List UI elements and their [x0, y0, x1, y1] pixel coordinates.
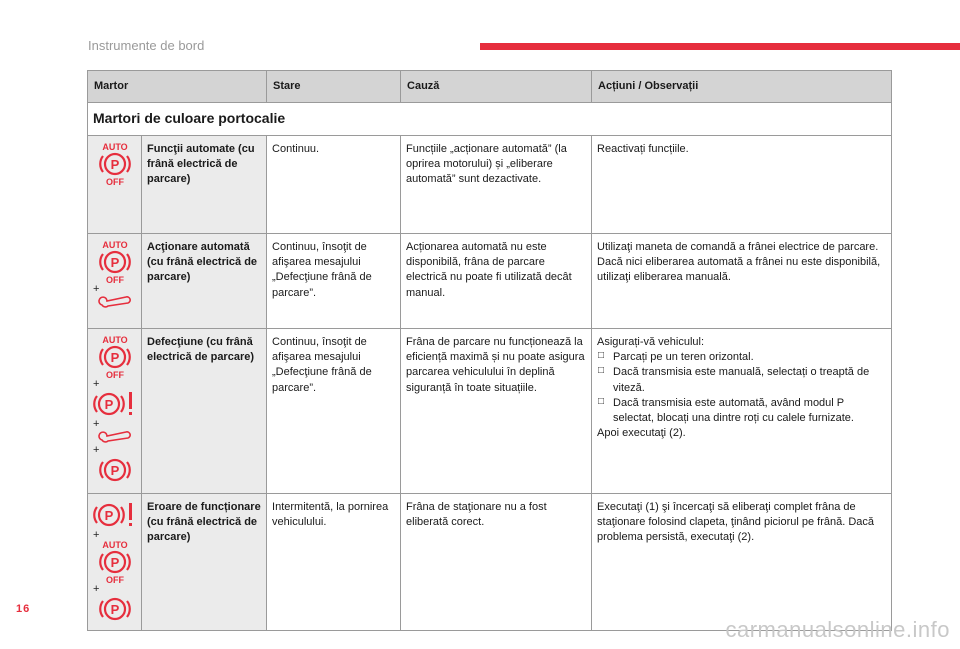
- wrench-icon: [98, 294, 132, 310]
- plus-sign: +: [93, 378, 100, 390]
- plus-sign: +: [93, 529, 100, 541]
- plus-sign: +: [93, 583, 100, 595]
- auto-off-p-icon: [95, 240, 135, 284]
- table-row: [88, 136, 892, 234]
- svg-text:OFF: OFF: [105, 370, 124, 379]
- row-name: Acţionare automată (cu frână electrică de parcare): [142, 234, 267, 329]
- table-row: [88, 234, 892, 329]
- row-actiuni: [592, 329, 892, 494]
- row-name: Eroare de funcționare (cu frână electrică de parcare): [142, 494, 267, 631]
- row-actiuni: Reactivați funcțiile.: [592, 136, 892, 234]
- col-header-martor: Martor: [88, 71, 267, 103]
- row-cauza: Acționarea automată nu este disponibilă, frâna de parcare electrică nu poate fi utilizată decât manual.: [401, 234, 592, 329]
- header-accent-bar: [480, 43, 960, 50]
- table-row: [88, 494, 892, 631]
- row-stare: Continuu, însoţit de afişarea mesajului „Defecţiune frână de parcare”.: [267, 329, 401, 494]
- icon-cell: [88, 234, 142, 329]
- actiuni-outro: Apoi executaţi (2).: [597, 427, 686, 440]
- svg-text:OFF: OFF: [105, 177, 124, 186]
- p-exclamation-icon: [93, 500, 137, 530]
- p-exclamation-icon: [93, 389, 137, 419]
- row-cauza: Frâna de staţionare nu a fost eliberată corect.: [401, 494, 592, 631]
- actiuni-list: [597, 350, 886, 426]
- p-circle-icon: [95, 455, 135, 485]
- icon-cell: [88, 329, 142, 494]
- auto-off-p-icon: [95, 335, 135, 379]
- svg-text:P: P: [110, 350, 119, 365]
- row-actiuni: Executaţi (1) şi încercaţi să eliberaţi complet frâna de staţionare folosind clapeta, ţinând piciorul pe frână. Dacă problema persistă, executaţi (2).: [592, 494, 892, 631]
- row-stare: Continuu, însoţit de afişarea mesajului „Defecţiune frână de parcare”.: [267, 234, 401, 329]
- svg-text:OFF: OFF: [105, 575, 124, 584]
- svg-text:P: P: [110, 255, 119, 270]
- svg-text:AUTO: AUTO: [101, 540, 128, 550]
- svg-text:OFF: OFF: [105, 275, 124, 284]
- svg-text:AUTO: AUTO: [101, 240, 128, 250]
- svg-text:AUTO: AUTO: [101, 142, 128, 152]
- row-name: Funcţii automate (cu frână electrică de parcare): [142, 136, 267, 234]
- list-item: □ Parcați pe un teren orizontal.: [597, 350, 886, 365]
- warning-lights-table: [87, 70, 892, 631]
- list-item: □ Dacă transmisia este automată, având modul P selectat, blocați una dintre roți cu calele furnizate.: [597, 396, 886, 426]
- plus-sign: +: [93, 444, 100, 456]
- list-item: □ Dacă transmisia este manuală, selectați o treaptă de viteză.: [597, 365, 886, 395]
- col-header-actiuni: Acțiuni / Observații: [592, 71, 892, 103]
- table-header-row: [88, 71, 892, 103]
- p-circle-icon: [95, 594, 135, 624]
- row-stare: Continuu.: [267, 136, 401, 234]
- section-title: Martori de culoare portocalie: [88, 103, 892, 136]
- section-row: [88, 103, 892, 136]
- svg-text:P: P: [110, 463, 119, 478]
- auto-off-p-icon: [95, 142, 135, 186]
- svg-text:P: P: [104, 508, 114, 523]
- svg-text:P: P: [110, 555, 119, 570]
- actiuni-intro: Asigurați-vă vehiculul:: [597, 336, 705, 348]
- row-stare: Intermitentă, la pornirea vehiculului.: [267, 494, 401, 631]
- plus-sign: +: [93, 418, 100, 430]
- svg-text:P: P: [104, 397, 114, 412]
- svg-text:AUTO: AUTO: [101, 335, 128, 345]
- table-row: [88, 329, 892, 494]
- wrench-icon: [98, 429, 132, 445]
- plus-sign: +: [93, 283, 100, 295]
- auto-off-p-icon: [95, 540, 135, 584]
- icon-cell: [88, 136, 142, 234]
- row-cauza: Funcțiile „acționare automată” (la oprirea motorului) și „eliberare automată” sunt dezactivate.: [401, 136, 592, 234]
- header-title: Instrumente de bord: [88, 38, 205, 53]
- col-header-stare: Stare: [267, 71, 401, 103]
- row-cauza: Frâna de parcare nu funcționează la eficiență maximă și nu poate asigura parcarea vehiculului în deplină siguranță în toate situațiile.: [401, 329, 592, 494]
- row-actiuni: Utilizaţi maneta de comandă a frânei electrice de parcare. Dacă nici eliberarea automată a frânei nu este disponibilă, utilizaţi eliberarea manuală.: [592, 234, 892, 329]
- svg-text:P: P: [110, 602, 119, 617]
- icon-cell: [88, 494, 142, 631]
- svg-text:P: P: [110, 157, 119, 172]
- watermark-logo: carmanualsonline.info: [725, 617, 950, 642]
- row-name: Defecţiune (cu frână electrică de parcare): [142, 329, 267, 494]
- col-header-cauza: Cauză: [401, 71, 592, 103]
- page-number: 16: [16, 603, 31, 615]
